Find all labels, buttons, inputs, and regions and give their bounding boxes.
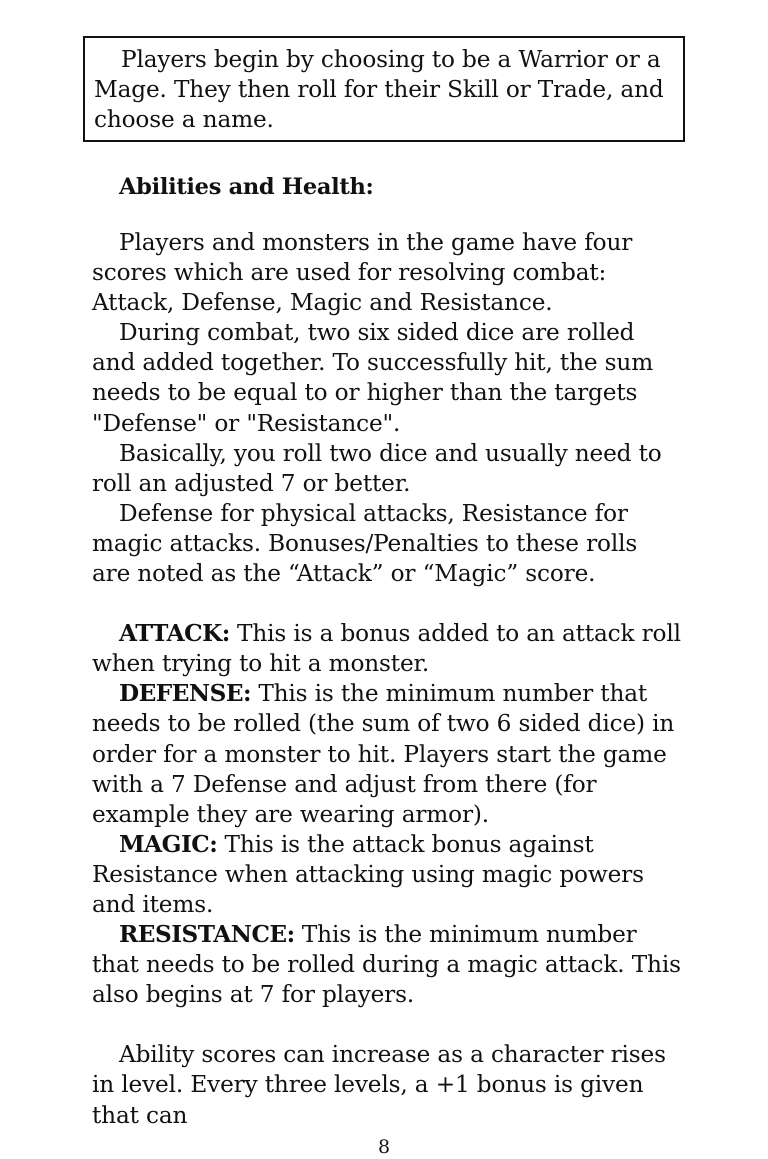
paragraph-ability-increase: Ability scores can increase as a character rises in level. Every three levels, a +1 bonus is given that can — [92, 1041, 666, 1129]
intro-text: Players begin by choosing to be a Warrior or a Mage. They then roll for their Skill or Trade, and choose a name. — [94, 46, 664, 133]
page-body — [92, 172, 682, 1131]
ability-description: This is the attack bonus against Resistance when attacking using magic powers and items. — [92, 830, 644, 918]
paragraph-defense-resistance: Defense for physical attacks, Resistance for magic attacks. Bonuses/Penalties to these rolls are noted as the “Attack” or “Magic” score. — [92, 499, 638, 588]
ability-defense — [92, 679, 682, 829]
spacer — [92, 1010, 682, 1040]
ability-term: ATTACK: — [119, 620, 230, 648]
page-number: 8 — [377, 1136, 391, 1158]
spacer — [92, 589, 682, 619]
ability-description: This is a bonus added to an attack roll when trying to hit a monster. — [92, 620, 681, 678]
ability-term: DEFENSE: — [119, 680, 252, 708]
ability-description: This is the minimum number that needs to be rolled (the sum of two 6 sided dice) in order for a monster to hit. Players start the game with a 7 Defense and adjust from there (for example they are wearing armor). — [92, 680, 675, 828]
section-heading: Abilities and Health: — [119, 174, 374, 200]
ability-term: MAGIC: — [119, 830, 218, 858]
ability-term: RESISTANCE: — [119, 921, 295, 949]
paragraph-combat: During combat, two six sided dice are rolled and added together. To successfully hit, the sum needs to be equal to or higher than the targets "Defense" or "Resistance". — [92, 319, 654, 437]
paragraph-basically: Basically, you roll two dice and usually need to roll an adjusted 7 or better. — [92, 439, 662, 497]
ability-resistance — [92, 920, 682, 1010]
ability-magic — [92, 830, 682, 920]
intro-box — [83, 36, 685, 142]
ability-description: This is the minimum number that needs to be rolled during a magic attack. This also begins at 7 for players. — [92, 921, 681, 1009]
paragraph-scores: Players and monsters in the game have four scores which are used for resolving combat: Attack, Defense, Magic and Resistance. — [92, 229, 633, 317]
ability-attack — [92, 619, 682, 679]
